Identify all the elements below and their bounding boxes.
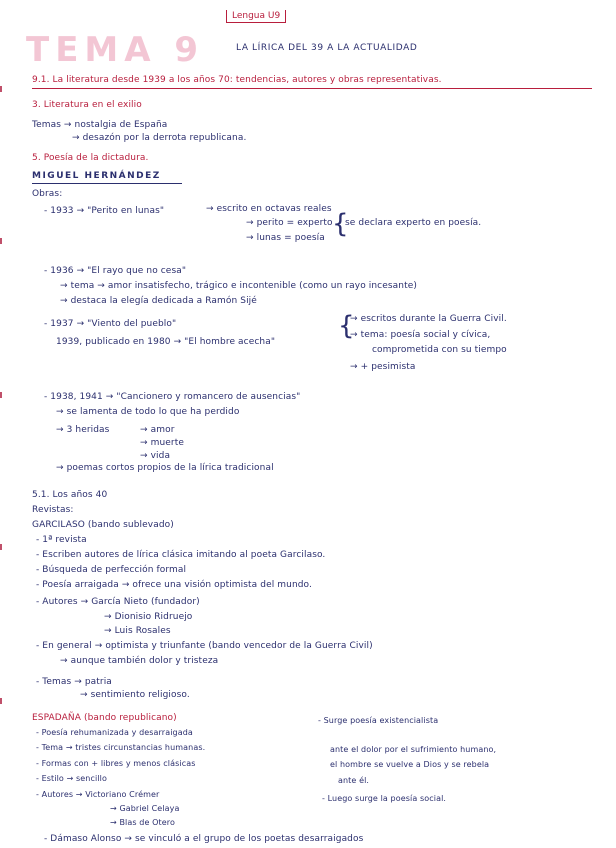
section-heading: 9.1. La literatura desde 1939 a los años 70: tendencias, autores y obras representativas.	[32, 75, 442, 85]
text-line: - 1ª revista	[36, 535, 87, 545]
header-tag: Lengua U9	[226, 10, 286, 23]
text-line: → poemas cortos propios de la lírica tradicional	[56, 463, 274, 473]
margin-mark	[0, 392, 2, 398]
journal-heading: ESPADAÑA (bando republicano)	[32, 713, 177, 723]
author-underline	[32, 183, 182, 184]
text-line: 1939, publicado en 1980 → "El hombre acecha"	[56, 337, 276, 347]
text-line: → perito = experto	[246, 218, 333, 228]
subsection-heading: 3. Literatura en el exilio	[32, 100, 142, 110]
margin-mark	[0, 86, 2, 92]
author-heading: MIGUEL HERNÁNDEZ	[32, 171, 161, 181]
text-line: - Estilo → sencillo	[36, 774, 107, 783]
text-line: - En general → optimista y triunfante (bando vencedor de la Guerra Civil)	[36, 641, 373, 651]
text-line: → sentimiento religioso.	[80, 690, 190, 700]
text-line: el hombre se vuelve a Dios y se rebela	[330, 760, 490, 769]
journal-heading: GARCILASO (bando sublevado)	[32, 520, 174, 530]
text-line: - 1937 → "Viento del pueblo"	[44, 319, 177, 329]
page-title: LA LÍRICA DEL 39 A LA ACTUALIDAD	[236, 43, 418, 53]
text-line: → muerte	[140, 438, 184, 448]
text-line: → lunas = poesía	[246, 233, 325, 243]
text-line: → tema → amor insatisfecho, trágico e incontenible (como un rayo incesante)	[60, 281, 417, 291]
margin-mark	[0, 544, 2, 550]
text-line: - 1938, 1941 → "Cancionero y romancero de ausencias"	[44, 392, 301, 402]
text-line: - Dámaso Alonso → se vinculó a el grupo de los poetas desarraigados	[44, 834, 364, 844]
margin-mark	[0, 698, 2, 704]
margin-mark	[0, 238, 2, 244]
text-line: - Poesía arraigada → ofrece una visión optimista del mundo.	[36, 580, 312, 590]
text-line: ante el dolor por el sufrimiento humano,	[330, 745, 497, 754]
text-line: Temas → nostalgia de España	[32, 120, 168, 130]
text-line: → desazón por la derrota republicana.	[72, 133, 247, 143]
text-line: → Blas de Otero	[110, 818, 175, 827]
text-line: → escritos durante la Guerra Civil.	[350, 314, 507, 324]
text-line: → Luis Rosales	[104, 626, 171, 636]
text-line: - 1936 → "El rayo que no cesa"	[44, 266, 187, 276]
text-line: → Dionisio Ridruejo	[104, 612, 193, 622]
text-line: - Luego surge la poesía social.	[322, 794, 447, 803]
text-line: Revistas:	[32, 505, 74, 515]
brace: {	[332, 209, 349, 239]
text-line: → + pesimista	[350, 362, 416, 372]
text-line: - Formas con + libres y menos clásicas	[36, 759, 196, 768]
text-line: → aunque también dolor y tristeza	[60, 656, 219, 666]
text-line: - 1933 → "Perito en lunas"	[44, 206, 165, 216]
text-line: ante él.	[338, 776, 370, 785]
text-line: → escrito en octavas reales	[206, 204, 332, 214]
subsection-heading: 5.1. Los años 40	[32, 490, 108, 500]
text-line: → tema: poesía social y cívica,	[350, 330, 491, 340]
text-line: Obras:	[32, 189, 63, 199]
text-line: → Gabriel Celaya	[110, 804, 180, 813]
text-line: - Escriben autores de lírica clásica imitando al poeta Garcilaso.	[36, 550, 326, 560]
text-line: - Búsqueda de perfección formal	[36, 565, 187, 575]
text-line: se declara experto en poesía.	[345, 218, 482, 228]
text-line: → vida	[140, 451, 171, 461]
subsection-heading: 5. Poesía de la dictadura.	[32, 153, 149, 163]
heading-underline	[32, 88, 592, 89]
brace: {	[338, 311, 355, 341]
text-line: → se lamenta de todo lo que ha perdido	[56, 407, 240, 417]
text-line: - Tema → tristes circunstancias humanas.	[36, 743, 206, 752]
text-line: - Poesía rehumanizada y desarraigada	[36, 728, 193, 737]
text-line: → amor	[140, 425, 175, 435]
text-line: → destaca la elegía dedicada a Ramón Sijé	[60, 296, 257, 306]
text-line: - Autores → García Nieto (fundador)	[36, 597, 200, 607]
text-line: comprometida con su tiempo	[372, 345, 507, 355]
text-line: - Temas → patria	[36, 677, 112, 687]
tema-ghost-heading: TEMA 9	[26, 30, 205, 70]
text-line: → 3 heridas	[56, 425, 110, 435]
text-line: - Autores → Victoriano Crémer	[36, 790, 160, 799]
text-line: - Surge poesía existencialista	[318, 716, 439, 725]
